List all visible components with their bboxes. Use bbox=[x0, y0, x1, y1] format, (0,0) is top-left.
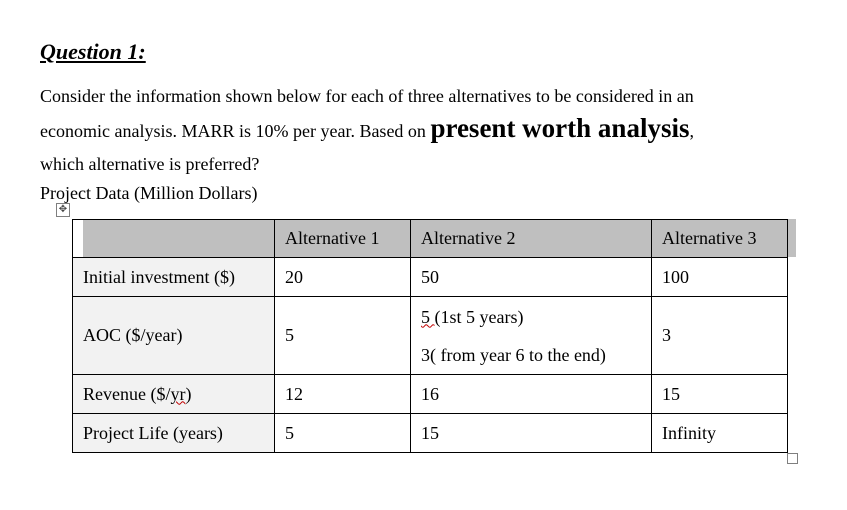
resize-handle-icon[interactable] bbox=[787, 453, 798, 464]
row-label-revenue bbox=[73, 375, 275, 414]
cell-alt1-revenue: 12 bbox=[275, 375, 411, 414]
cell-alt1-project-life: 5 bbox=[275, 414, 411, 453]
cell-alt2-aoc-line-1 bbox=[421, 298, 641, 336]
question-line-2 bbox=[40, 112, 820, 147]
cell-alt3-revenue: 15 bbox=[652, 375, 788, 414]
question-title: Question 1: bbox=[40, 39, 146, 64]
cell-alt1-aoc: 5 bbox=[275, 297, 411, 375]
question-line-3: which alternative is preferred? bbox=[40, 154, 260, 174]
cell-alt2-aoc-line-2: 3( from year 6 to the end) bbox=[421, 344, 606, 365]
cell-alt2-initial-investment: 50 bbox=[411, 258, 652, 297]
question-line-2-comma: , bbox=[689, 121, 694, 141]
header-alternative-2: Alternative 2 bbox=[411, 220, 652, 258]
header-alternative-3: Alternative 3 bbox=[652, 220, 788, 258]
table-row bbox=[73, 375, 788, 414]
question-text bbox=[40, 80, 820, 179]
question-line-1: Consider the information shown below for each of three alternatives to be considered in an bbox=[40, 86, 694, 106]
row-label-aoc: AOC ($/year) bbox=[73, 297, 275, 375]
cell-alt1-initial-investment: 20 bbox=[275, 258, 411, 297]
table-row bbox=[73, 258, 788, 297]
cell-alt2-project-life: 15 bbox=[411, 414, 652, 453]
emphasis-present-worth: present worth analysis bbox=[430, 113, 690, 143]
spell-check-mark: 5 bbox=[421, 306, 435, 327]
cell-alt3-project-life: Infinity bbox=[652, 414, 788, 453]
cell-alt2-aoc bbox=[411, 297, 652, 375]
cell-alt3-initial-investment: 100 bbox=[652, 258, 788, 297]
row-label-initial-investment: Initial investment ($) bbox=[73, 258, 275, 297]
table-caption: Project Data (Million Dollars) bbox=[40, 183, 258, 203]
project-data-table bbox=[72, 219, 788, 453]
question-line-2-text: economic analysis. MARR is 10% per year. Based on bbox=[40, 121, 431, 141]
row-label-project-life: Project Life (years) bbox=[73, 414, 275, 453]
revenue-label-pre: Revenue ($/ bbox=[83, 383, 171, 404]
header-alternative-1: Alternative 1 bbox=[275, 220, 411, 258]
table-header-row bbox=[73, 220, 788, 258]
move-icon[interactable]: ✥ bbox=[56, 203, 70, 217]
header-cell-empty bbox=[73, 220, 275, 258]
table-row bbox=[73, 414, 788, 453]
cell-alt3-aoc: 3 bbox=[652, 297, 788, 375]
revenue-label-post: ) bbox=[185, 383, 192, 404]
cell-alt2-aoc-first-years: (1st 5 years) bbox=[434, 306, 524, 327]
table-row bbox=[73, 297, 788, 375]
cell-alt2-revenue: 16 bbox=[411, 375, 652, 414]
revenue-label-yr: yr bbox=[170, 383, 186, 404]
